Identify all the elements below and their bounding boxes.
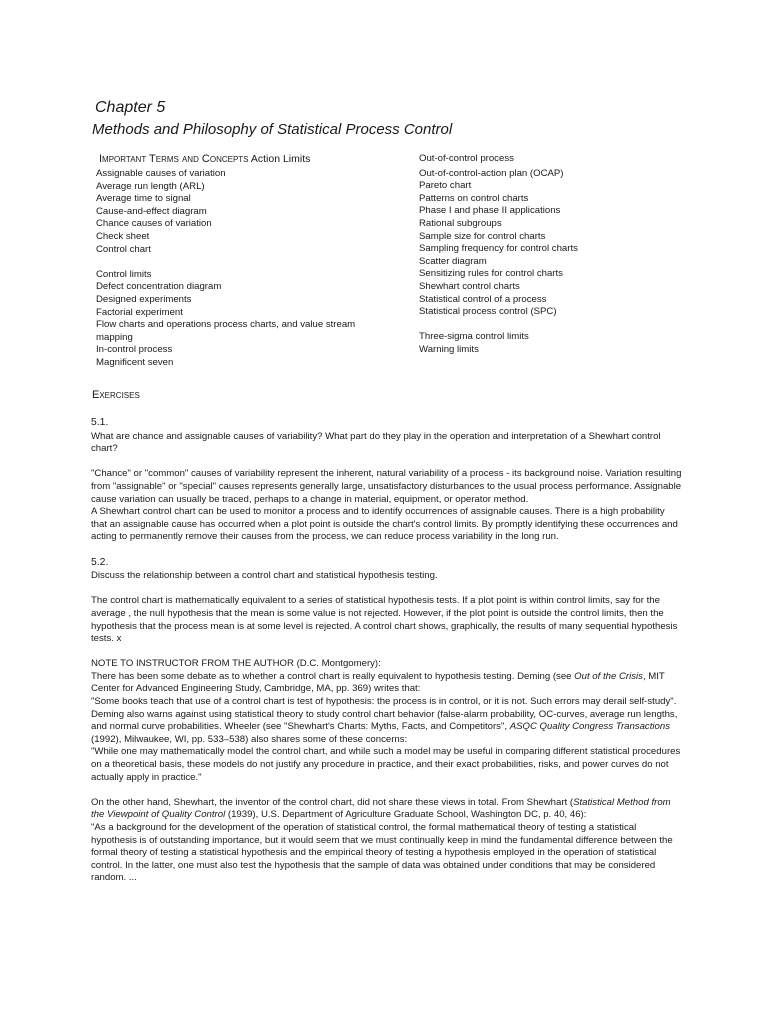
term-spacer	[419, 319, 589, 332]
terms-left-column	[96, 168, 386, 370]
term-item: Three-sigma control limits	[419, 331, 529, 343]
exercise-answer: A Shewhart control chart can be used to monitor a process and to identify occurrences of assignable causes. There is a high probability that an assignable cause has occurred when a plot point is outside the chart's control limits. By promptly identifying these occurrences and acting to permanently remove their causes from the process, we can reduce process variability in the long run.	[91, 506, 678, 543]
exercise-number: 5.2.	[91, 556, 109, 568]
quotation: "While one may mathematically model the control chart, and while such a model may be useful in comparing different statistical procedures on a theoretical basis, these models do not justify any procedure in practice, and their exact probabilities, risks, and power curves do not actually apply in practice."	[91, 746, 681, 783]
term-item: In-control process	[96, 344, 173, 356]
term-item: Warning limits	[419, 343, 479, 355]
term-item: Scatter diagram	[419, 255, 487, 267]
term-item: Cause-and-effect diagram	[96, 205, 207, 217]
term-item: Sampling frequency for control charts	[419, 243, 578, 255]
term-item: Out-of-control-action plan (OCAP)	[419, 167, 564, 179]
term-item: Shewhart control charts	[419, 280, 520, 292]
term-item: Statistical process control (SPC)	[419, 306, 557, 318]
exercise-answer: The control chart is mathematically equivalent to a series of statistical hypothesis tests. If a plot point is within control limits, say for the average , the null hypothesis that the mean is some value is not rejected. However, if the plot point is outside the control limits, then the hypothesis that the process mean is at some level is rejected. A control chart shows, graphically, the results of many sequential hypothesis tests. x	[91, 595, 678, 645]
quotation: "As a background for the development of the operation of statistical control, the formal mathematical theory of testing a statistical hypothesis is of outstanding importance, but it would seem that we must continually keep in mind the fundamental difference between the formal theory of testing a statistical hypothesis and the empirical theory of testing a hypothesis employed in the operation of statistical control. In the latter, one must also test the hypothesis that the sample of data was obtained under conditions that may be considered random. ...	[91, 822, 673, 884]
term-item: Rational subgroups	[419, 217, 502, 229]
term-item: Defect concentration diagram	[96, 281, 222, 293]
exercises-heading: Exercises	[92, 389, 140, 401]
term-item: Designed experiments	[96, 293, 192, 305]
term-item: Sensitizing rules for control charts	[419, 268, 563, 280]
exercise-number: 5.1.	[91, 417, 109, 428]
citation-title: Out of the Crisis	[574, 670, 643, 682]
instructor-note-paragraph: There has been some debate as to whether a control chart is really equivalent to hypothesis testing. Deming (see Out of the Crisis, MIT Center for Advanced Engineering Study, Cambridge, MA, pp. 369) writes that:	[91, 670, 665, 695]
quotation: "Some books teach that use of a control chart is test of hypothesis: the process is in control, or it is not. Such errors may derail self-study".	[91, 696, 677, 708]
term-item: Chance causes of variation	[96, 218, 212, 230]
term-item: Average time to signal	[96, 193, 191, 205]
term-item: Phase I and phase II applications	[419, 205, 561, 217]
terms-right-column	[419, 153, 589, 357]
term-spacer	[96, 256, 386, 269]
terms-heading	[99, 153, 310, 165]
citation-title: ASQC Quality Congress Transactions	[509, 721, 670, 733]
term-item: Magnificent seven	[96, 356, 174, 368]
exercises-body	[91, 417, 683, 885]
exercise-answer: "Chance" or "common" causes of variability represent the inherent, natural variability of a process - its background noise. Variation resulting from "assignable" or "special" causes represents generally large, unsatisfactory disturbances to the usual process performance. Assignable cause variation can usually be traced, perhaps to a change in material, equipment, or operator method.	[91, 468, 682, 505]
terms-heading-label: Important Terms and Concepts	[99, 153, 249, 165]
term-item: Check sheet	[96, 230, 150, 242]
term-item: Out-of-control process	[419, 153, 514, 164]
exercise-question: What are chance and assignable causes of variability? What part do they play in the operation and interpretation of a Shewhart control chart?	[91, 430, 661, 455]
chapter-title: Methods and Philosophy of Statistical Process Control	[92, 121, 453, 138]
term-item: Average run length (ARL)	[96, 180, 205, 192]
term-item: Factorial experiment	[96, 306, 183, 318]
instructor-note-heading: NOTE TO INSTRUCTOR FROM THE AUTHOR (D.C. Montgomery):	[91, 658, 381, 670]
term-item: Patterns on control charts	[419, 192, 529, 204]
term-item: Pareto chart	[419, 180, 472, 192]
citation-title: Statistical Method from the Viewpoint of Quality Control	[91, 796, 671, 821]
exercise-question: Discuss the relationship between a control chart and statistical hypothesis testing.	[91, 570, 438, 582]
term-item: Flow charts and operations process charts, and value stream mapping	[96, 319, 356, 343]
term-item: Sample size for control charts	[419, 230, 546, 242]
chapter-number: Chapter 5	[95, 99, 166, 116]
instructor-note-paragraph: On the other hand, Shewhart, the inventor of the control chart, did not share these views in total. From Shewhart (Statistical Method from the Viewpoint of Quality Control (1939), U.S. Department of Agriculture Graduate School, Washington DC, p. 40, 46):	[91, 796, 671, 821]
term-item: Assignable causes of variation	[96, 168, 226, 179]
instructor-note-paragraph: Deming also warns against using statistical theory to study control chart behavior (false-alarm probability, OC-curves, average run lengths, and normal curve probabilities. Wheeler (see "Shewhart's Charts: Myths, Facts, and Competitors", ASQC Quality Congress Transactions (1992), Milwaukee, WI, pp. 533–538) also shares some of these concerns:	[91, 708, 678, 745]
terms-heading-first-term: Action Limits	[250, 153, 311, 165]
term-item: Control limits	[96, 268, 152, 280]
term-item: Statistical control of a process	[419, 293, 547, 305]
term-item: Control chart	[96, 243, 151, 255]
